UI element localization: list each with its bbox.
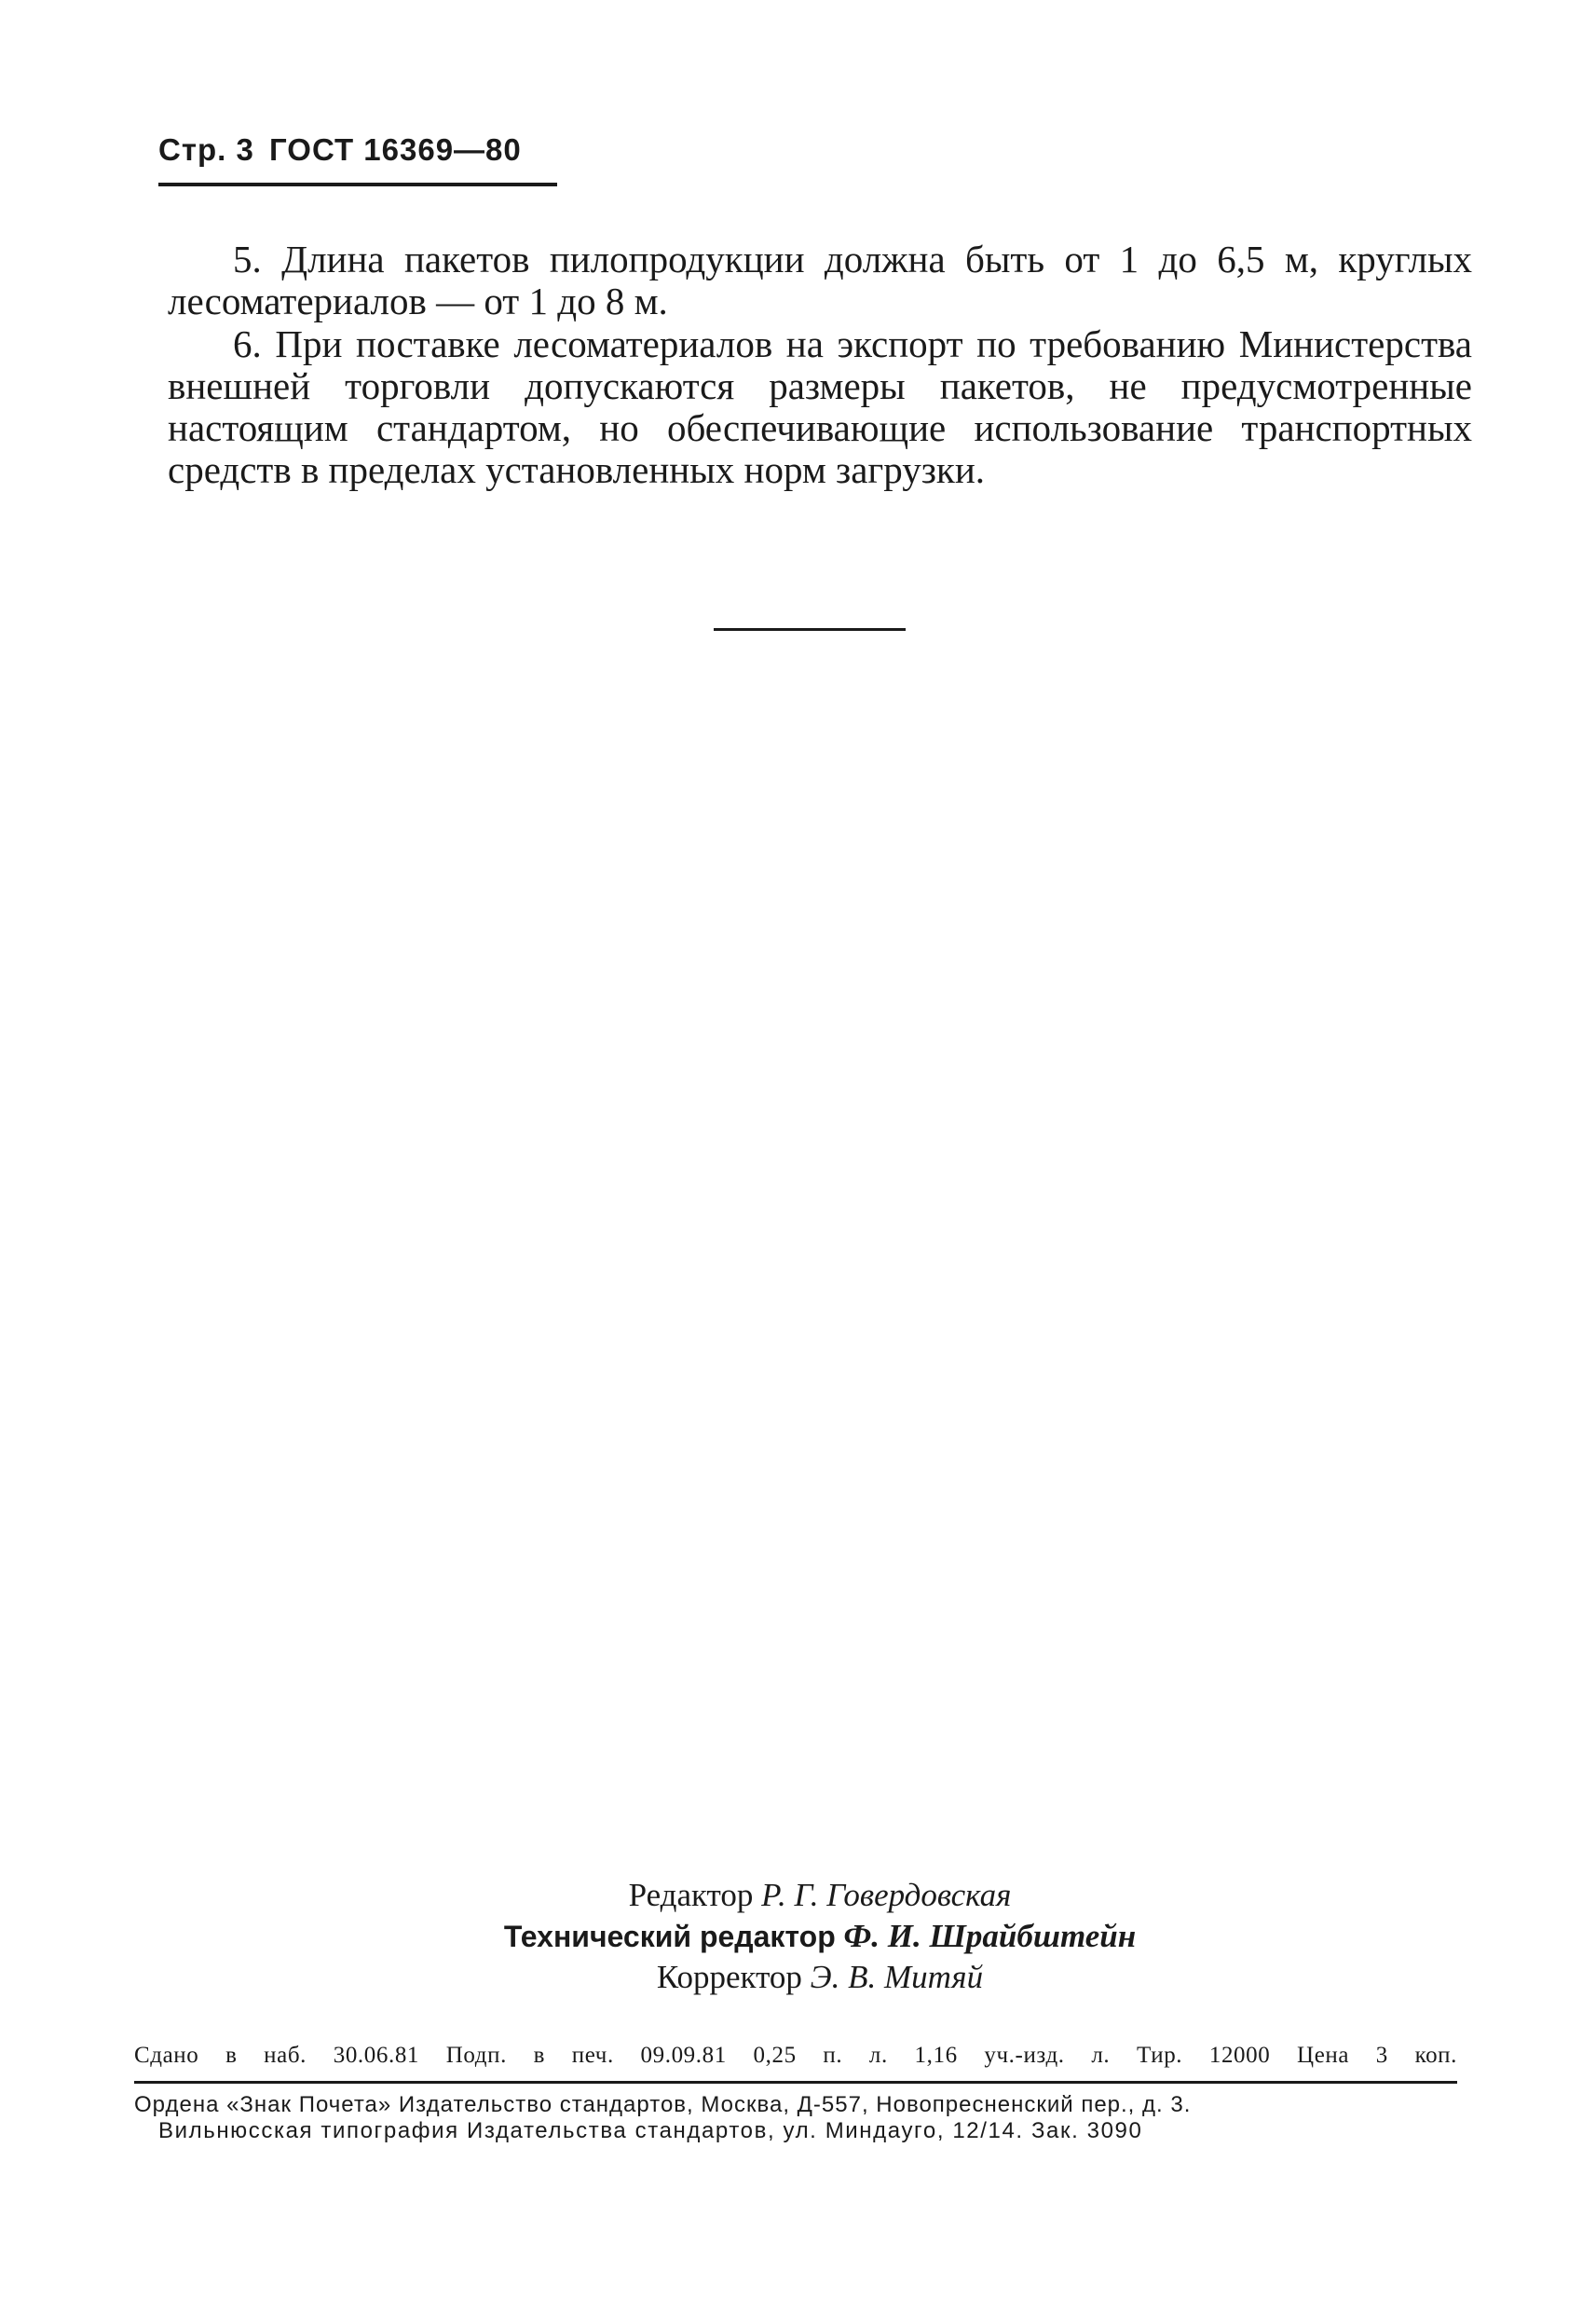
paragraph-5-number: 5. [233,238,262,280]
imprint-print-details: Сдано в наб. 30.06.81 Подп. в печ. 09.09.81 0,25 п. л. 1,16 уч.-изд. л. Тир. 12000 Цена 3 коп. [134,2043,1457,2068]
editor-role: Редактор [628,1877,754,1913]
paragraph-5 [168,239,1472,322]
credit-corrector [280,1957,1360,1998]
editor-name: Р. Г. Говердовская [761,1877,1012,1913]
page-number: Стр. 3 [158,132,254,167]
section-end-divider [714,628,906,631]
paragraph-6-text: При поставке лесоматериалов на экспорт по требованию Министерства внешней торговли допускаются размеры пакетов, не предусмотренные настоящим стандартом, но обеспечивающие использование транспортных средств в пределах установленных норм загрузки. [168,322,1473,491]
paragraph-5-text: Длина пакетов пилопродукции должна быть от 1 до 6,5 м, круглых лесоматериалов — от 1 до 8 м. [168,238,1473,322]
tech-editor-role: Технический редактор [503,1920,836,1953]
paragraph-6 [168,323,1472,491]
imprint-publisher: Ордена «Знак Почета» Издательство стандартов, Москва, Д-557, Новопресненский пер., д. 3. [134,2092,1192,2117]
credit-editor [280,1875,1360,1916]
header-underline [158,183,557,186]
imprint-printer: Вильнюсская типография Издательства стандартов, ул. Миндауго, 12/14. Зак. 3090 [158,2118,1143,2143]
paragraph-6-number: 6. [233,322,262,365]
standard-number: ГОСТ 16369—80 [269,132,522,167]
corrector-name: Э. В. Митяй [810,1959,984,1995]
tech-editor-name: Ф. И. Шрайбштейн [843,1918,1137,1954]
credit-tech-editor [280,1916,1360,1957]
corrector-role: Корректор [656,1959,802,1995]
imprint-divider [134,2081,1457,2084]
page-header [158,132,522,168]
